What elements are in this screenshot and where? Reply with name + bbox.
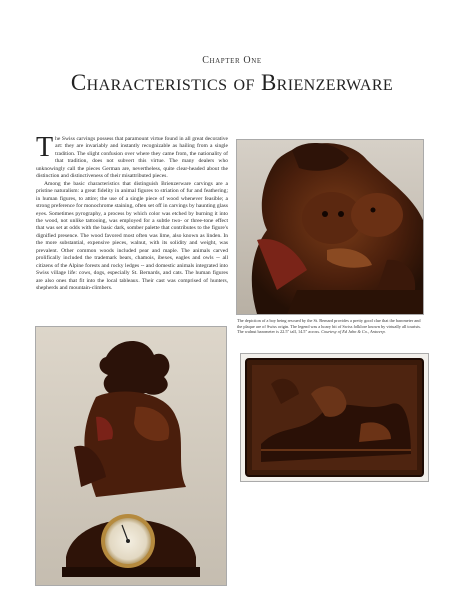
photo-carving-closeup (236, 139, 424, 315)
drop-cap: T (36, 132, 54, 163)
caption-credit: Courtesy of Ed Jahn & Co., Antwerp. (321, 329, 386, 335)
chapter-label: Chapter One (202, 55, 262, 66)
page-title: Characteristics of Brienzerware (70, 70, 394, 95)
photo-barometer (35, 326, 227, 586)
plaque-image (241, 354, 428, 481)
barometer-image (36, 327, 226, 585)
paragraph-2: Among the basic characteristics that distinguish Brienzerware carvings are a pristine naturalism: a great fidelity in animal figures to striation of fur and feathering; in human figures, to attire; the use of a single piece of wood whenever feasible; a strong preference for monochrome staining, often set off in carvings by haunting glass eyes. Sometimes pyrography, a process by which color was etched by burning it into the wood, not unlike tattooing, was employed for a subtle two- or three-tone effect that was set at odds with the basic dark, somber palette that contributes to the figure's dignified presence. The wood favored most often was lime, also known as linden. In the more substantial, expensive pieces, walnut, with its solidity and weight, was prevalent. Other common woods included pear and maple. The animals carved prolifically included the trademark bears, chamois, ibexes, eagles and owls -- all citizens of the Alpine forests and rocky ledges -- and domestic animals integrated into Swiss village life: cows, dogs, especially St. Bernards, and cats. The human figures are also ones that fit into the local tableaux. Their cast was comprised of hunters, shepherds and mountain-climbers. (36, 180, 228, 292)
body-text (36, 132, 228, 293)
photo-plaque (240, 353, 429, 482)
caption-text: The depiction of a boy being rescued by the St. Bernard provides a pretty good clue that the barometer and the plaque are of Swiss origin. The legend was a hoary bit of Swiss folklore known by virtually all tourists. The walnut barometer is 22.5" tall, 14.5" across. (237, 318, 422, 335)
photo-caption (237, 318, 423, 335)
paragraph-1 (36, 132, 228, 181)
paragraph-1-text: he Swiss carvings possess that paramount virtue found in all great decorative art: they are invariably and instantly recognizable as hailing from a single tradition. The slight confusion over where they came from, the nationality of that tradition, does not subvert this virtue. The many dealers who unknowingly call the pieces German are, nevertheless, quite clear-headed about the distinction and distinctiveness of their misattributed pieces. (36, 136, 228, 180)
carving-closeup-image (237, 140, 423, 314)
